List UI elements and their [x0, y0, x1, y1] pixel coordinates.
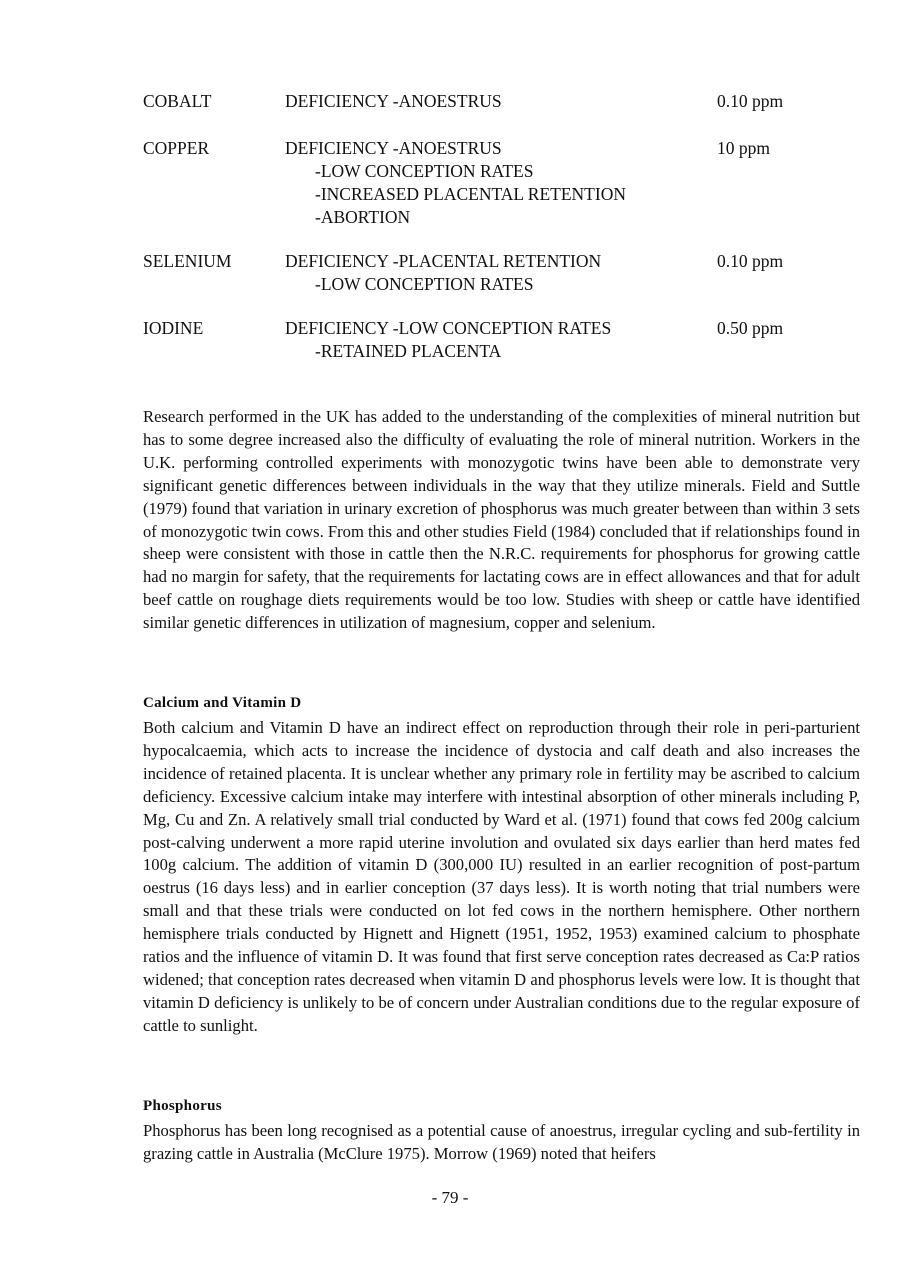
calcium-paragraph: Both calcium and Vitamin D have an indirect effect on reproduction through their role in peri-parturient hypocalcaemia, which acts to increase the incidence of dystocia and calf death and also increases the incidence of retained placenta. It is unclear whether any primary role in fertility may be ascribed to calcium deficiency. Excessive calcium intake may interfere with intestinal absorption of other minerals including P, Mg, Cu and Zn. A relatively small trial conducted by Ward et al. (1971) found that cows fed 200g calcium post-calving underwent a more rapid uterine involution and ovulated six days earlier than herd mates fed 100g calcium. The addition of vitamin D (300,000 IU) resulted in an earlier recognition of post-partum oestrus (16 days less) and in earlier conception (37 days less). It is worth noting that trial numbers were small and that these trials were conducted on lot fed cows in the northern hemisphere. Other northern hemisphere trials conducted by Hignett and Hignett (1951, 1952, 1953) examined calcium to phosphate ratios and the influence of vitamin D. It was found that first serve conception rates decreased as Ca:P ratios widened; that conception rates decreased when vitamin D and phosphorus levels were low. It is thought that vitamin D deficiency is unlikely to be of concern under Australian conditions due to the regular exposure of cattle to sunlight. [143, 718, 860, 1035]
mineral-effects [285, 137, 626, 229]
mineral-name: IODINE [143, 318, 204, 338]
intro-paragraph: Research performed in the UK has added to the understanding of the complexities of mineral nutrition but has to some degree increased also the difficulty of evaluating the role of mineral nutrition. Workers in the U.K. performing controlled experiments with monozygotic twins have been able to demonstrate very significant genetic differences between individuals in the way that they utilize minerals. Field and Suttle (1979) found that variation in urinary excretion of phosphorus was much greater between than within 3 sets of monozygotic twin cows. From this and other studies Field (1984) concluded that if relationships found in sheep were consistent with those in cattle then the N.R.C. requirements for phosphorus for growing cattle had no margin for safety, that the requirements for lactating cows are in effect allowances and that for adult beef cattle on roughage diets requirements would be too low. Studies with sheep or cattle have identified similar genetic differences in utilization of magnesium, copper and selenium. [143, 407, 860, 633]
mineral-effect: DEFICIENCY -PLACENTAL RETENTION [285, 251, 602, 271]
mineral-row-copper [143, 137, 823, 229]
mineral-row-iodine [143, 317, 823, 363]
mineral-level: 10 ppm [717, 138, 770, 158]
mineral-effects [285, 317, 611, 363]
section-heading-calcium: Calcium and Vitamin D [143, 695, 302, 711]
mineral-effects [285, 90, 502, 113]
mineral-row-cobalt [143, 90, 823, 114]
mineral-effect: -LOW CONCEPTION RATES [315, 274, 534, 294]
mineral-effect: DEFICIENCY -ANOESTRUS [285, 138, 502, 158]
mineral-level: 0.10 ppm [717, 251, 784, 271]
mineral-row-selenium [143, 250, 823, 296]
mineral-level: 0.10 ppm [717, 91, 784, 111]
mineral-effects [285, 250, 601, 296]
mineral-effect: -ABORTION [315, 207, 411, 227]
mineral-name: SELENIUM [143, 251, 232, 271]
page-number: - 79 - [431, 1188, 469, 1207]
phosphorus-paragraph: Phosphorus has been long recognised as a potential cause of anoestrus, irregular cycling and sub-fertility in grazing cattle in Australia (McClure 1975). Morrow (1969) noted that heifers [143, 1121, 860, 1163]
mineral-effect: DEFICIENCY -LOW CONCEPTION RATES [285, 318, 612, 338]
section-heading-phosphorus: Phosphorus [143, 1098, 222, 1114]
mineral-effect: -INCREASED PLACENTAL RETENTION [315, 184, 626, 204]
mineral-effect: -LOW CONCEPTION RATES [315, 161, 534, 181]
mineral-name: COPPER [143, 138, 210, 158]
mineral-name: COBALT [143, 91, 212, 111]
mineral-effect: -RETAINED PLACENTA [315, 341, 502, 361]
mineral-effect: DEFICIENCY -ANOESTRUS [285, 91, 502, 111]
mineral-level: 0.50 ppm [717, 318, 784, 338]
